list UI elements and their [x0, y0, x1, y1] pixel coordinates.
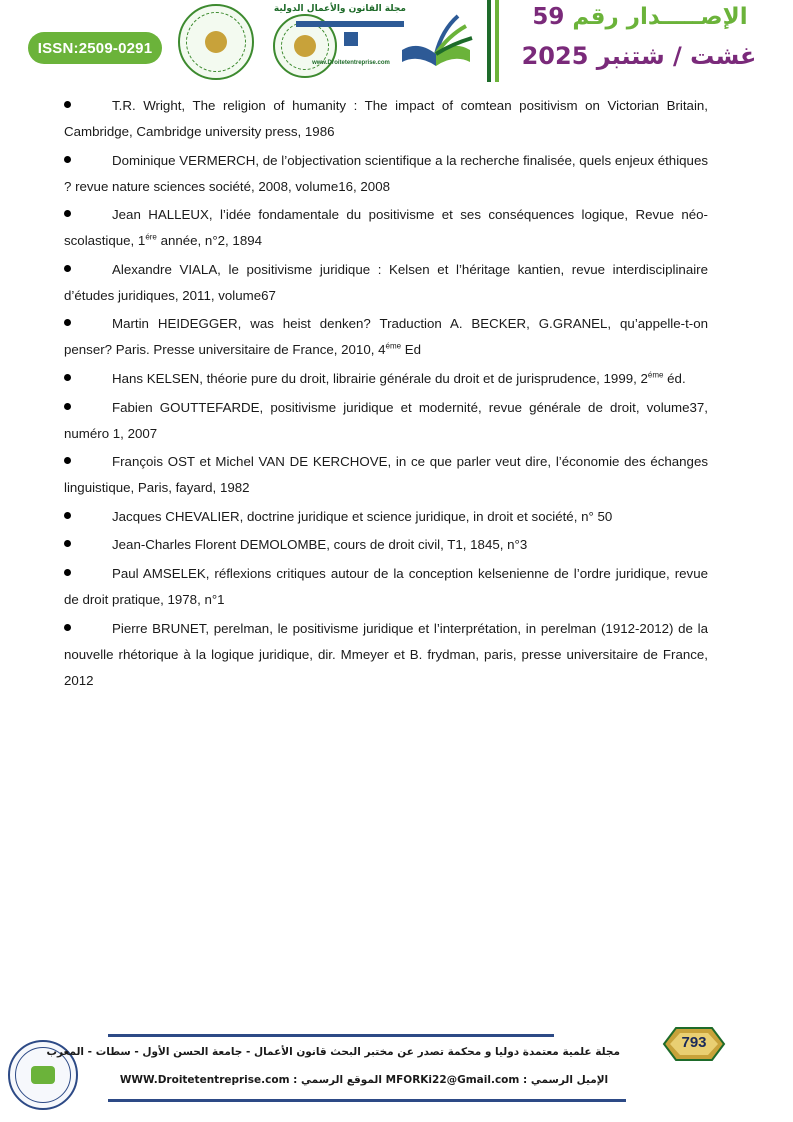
- bullet-icon: [64, 210, 71, 217]
- reference-item: [64, 257, 708, 309]
- reference-item: [64, 449, 708, 501]
- reference-item: [64, 616, 708, 694]
- reference-text: Pierre BRUNET, perelman, le positivisme juridique et l’interprétation, in perelman (1912-2012) de la nouvelle rhétorique à la logique juridique, dir. Mmeyer et B. frydman, paris, presse universitaire de France, 2012: [64, 620, 708, 688]
- journal-name: مجلة القانون والأعمال الدولية: [273, 4, 406, 14]
- issn-badge: ISSN:2509-0291: [28, 32, 162, 64]
- reference-text: T.R. Wright, The religion of humanity : The impact of comtean positivism on Victorian Britain, Cambridge, Cambridge university press, 1986: [64, 98, 708, 139]
- reference-item: [64, 93, 708, 145]
- bibliography-list: [64, 93, 708, 696]
- reference-item: [64, 504, 708, 530]
- reference-item: [64, 311, 708, 363]
- reference-item: [64, 148, 708, 200]
- journal-website: www.Droitetentreprise.com: [312, 60, 390, 66]
- bullet-icon: [64, 156, 71, 163]
- reference-text-end: année, n°2, 1894: [156, 233, 263, 249]
- reference-item: [64, 395, 708, 447]
- issue-label: [510, 4, 770, 38]
- reference-text: Fabien GOUTTEFARDE, positivisme juridique et modernité, revue générale de droit, volume37, numéro 1, 2007: [64, 399, 708, 441]
- open-book-logo-icon: [396, 10, 476, 72]
- issue-date: غشت / شتنبر 2025: [521, 42, 757, 70]
- journal-name-bar: [296, 21, 404, 27]
- bullet-icon: [64, 512, 71, 519]
- bullet-icon: [64, 624, 71, 631]
- reference-superscript: ére: [145, 232, 157, 242]
- reference-text: François OST et Michel VAN DE KERCHOVE, in ce que parler veut dire, l’économie des échanges linguistique, Paris, fayard, 1982: [64, 454, 708, 496]
- reference-text: Jacques CHEVALIER, doctrine juridique et science juridique, in droit et société, n° 50: [112, 508, 613, 524]
- bullet-icon: [64, 374, 71, 381]
- header-divider-light: [495, 0, 499, 82]
- laboratory-seal-logo: [178, 4, 254, 80]
- page-number: 793: [681, 1034, 707, 1051]
- issue-number: 59: [532, 4, 565, 30]
- reference-text: Paul AMSELEK, réflexions critiques autour de la conception kelsenienne de l’ordre juridique, revue de droit pratique, 1978, n°1: [64, 565, 708, 607]
- reference-item: [64, 202, 708, 254]
- reference-superscript: éme: [647, 370, 664, 380]
- reference-superscript: éme: [385, 341, 402, 351]
- footer-journal-description: مجلة علمية معتمدة دوليا و محكمة تصدر عن مختبر البحث قانون الأعمال - جامعة الحسن الأول - سطات - المغرب: [46, 1046, 620, 1058]
- reference-text: Alexandre VIALA, le positivisme juridique : Kelsen et l’héritage kantien, revue interdisciplinaire d’études juridiques, 2011, volume67: [64, 261, 708, 303]
- footer-rule-top: [108, 1034, 554, 1037]
- reference-item: [64, 532, 708, 558]
- bullet-icon: [64, 101, 71, 108]
- footer-rule-bottom: [108, 1099, 626, 1102]
- reference-item: [64, 366, 708, 392]
- bullet-icon: [64, 540, 71, 547]
- bullet-icon: [64, 319, 71, 326]
- bullet-icon: [64, 569, 71, 576]
- reference-text: Martin HEIDEGGER, was heist denken? Traduction A. BECKER, G.GRANEL, qu’appelle-t-on penser? Paris. Presse universitaire de France, 2010, 4: [64, 316, 708, 358]
- issue-label-text: الإصـــــدار رقم: [572, 4, 748, 30]
- bullet-icon: [64, 403, 71, 410]
- reference-text: Dominique VERMERCH, de l’objectivation scientifique a la recherche finalisée, quels enjeux éthiques ? revue nature sciences société, 2008, volume16, 2008: [64, 152, 708, 194]
- reference-text: Jean HALLEUX, l’idée fondamentale du positivisme et ses conséquences logique, Revue néo-scolastique, 1: [64, 207, 708, 249]
- reference-text-end: Ed: [401, 342, 422, 358]
- reference-text: Hans KELSEN, théorie pure du droit, librairie générale du droit et de jurisprudence, 1999, 2: [112, 370, 648, 386]
- bullet-icon: [64, 265, 71, 272]
- reference-text-end: éd.: [663, 370, 686, 386]
- castle-icon: [344, 32, 358, 46]
- footer-contact: الإميل الرسمي : MFORKi22@Gmail.com الموقع الرسمي : WWW.Droitetentreprise.com: [119, 1074, 609, 1086]
- reference-item: [64, 561, 708, 613]
- header-divider-dark: [487, 0, 491, 82]
- bullet-icon: [64, 457, 71, 464]
- page-header: [0, 0, 793, 82]
- reference-text: Jean-Charles Florent DEMOLOMBE, cours de droit civil, T1, 1845, n°3: [112, 537, 528, 553]
